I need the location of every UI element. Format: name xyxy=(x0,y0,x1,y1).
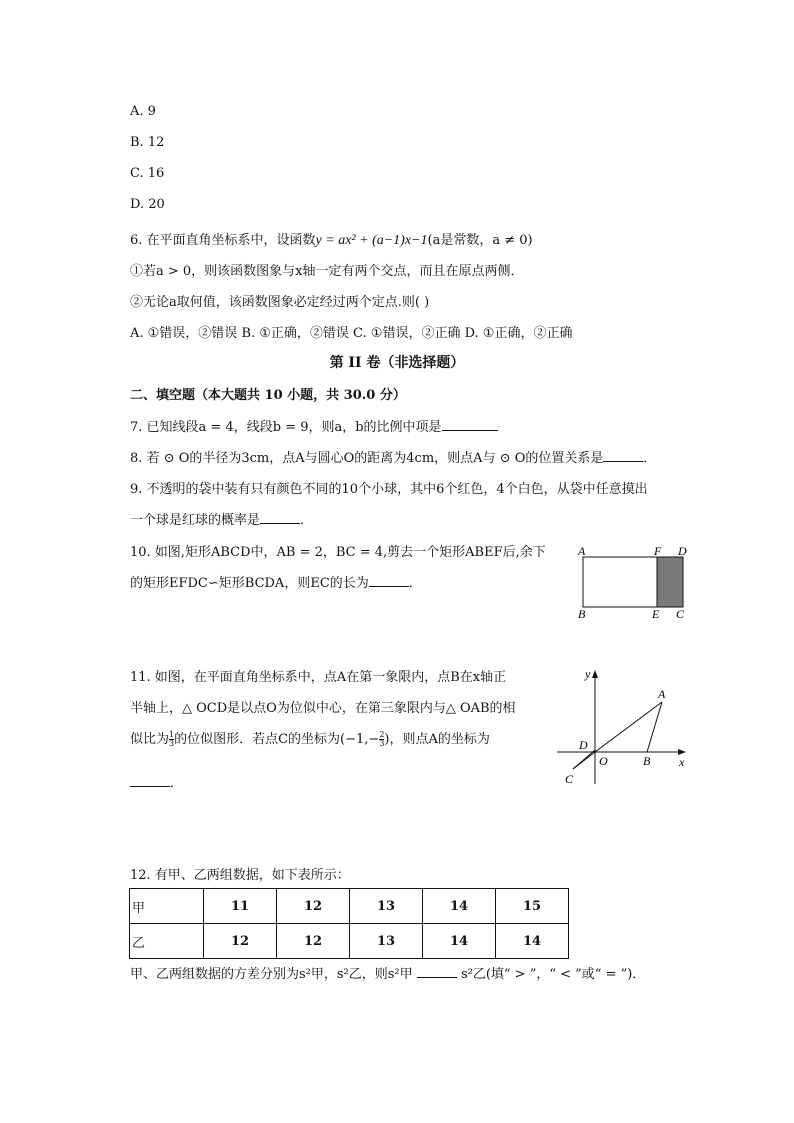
label-o: O xyxy=(599,754,608,768)
question-11-line-3 xyxy=(130,728,490,748)
question-6-statement-2: ②无论a取何值，该函数图象必定经过两个定点.则( ) xyxy=(130,295,430,310)
segment-oa xyxy=(595,702,662,752)
label-e: E xyxy=(652,607,660,621)
q10-answer-blank xyxy=(369,574,409,587)
label-b: B xyxy=(643,754,651,768)
data-table xyxy=(129,888,569,959)
q11-answer-blank xyxy=(130,774,170,787)
q11-text-a: 似比为 xyxy=(130,732,170,747)
segment-cd xyxy=(573,750,595,769)
question-6-options: A. ①错误，②错误 B. ①正确，②错误 C. ①错误，②正确 D. ①正确，②正确 xyxy=(130,326,573,341)
table-cell: 14 xyxy=(423,889,496,924)
question-6-stem xyxy=(130,229,533,249)
q6-stem-end: (a是常数，a ≠ 0) xyxy=(427,233,533,248)
option-d: D. 20 xyxy=(130,197,165,212)
q10-text: 的矩形EFDC∽矩形BCDA，则EC的长为 xyxy=(130,576,369,591)
option-c: C. 16 xyxy=(130,166,165,181)
table-cell: 11 xyxy=(204,889,277,924)
q9-text: 一个球是红球的概率是 xyxy=(130,513,261,528)
q8-period: ． xyxy=(643,451,657,466)
question-6-statement-1: ①若a > 0，则该函数图象与x轴一定有两个交点，而且在原点两侧． xyxy=(130,264,524,279)
question-9-line-2 xyxy=(130,509,313,528)
label-a: A xyxy=(658,687,666,701)
row-label-jia: 甲 xyxy=(130,889,204,924)
q7-text: 7. 已知线段a = 4，线段b = 9，则a，b的比例中项是 xyxy=(130,420,442,435)
q8-text: 8. 若 ⊙ O的半径为3cm，点A与圆心O的距离为4cm，则点A与 ⊙ O的位置关系是 xyxy=(130,451,604,466)
option-a: A. 9 xyxy=(130,104,156,119)
table-cell: 15 xyxy=(496,889,569,924)
q10-period: ． xyxy=(408,576,422,591)
q12-text-a: 甲、乙两组数据的方差分别为s²甲，s²乙，则s²甲 xyxy=(130,967,413,982)
label-b: B xyxy=(578,607,586,621)
q11-fraction-coord: $\frac{2}{3}$ xyxy=(379,730,385,748)
label-f: F xyxy=(654,544,662,558)
q7-answer-blank xyxy=(442,418,498,431)
q12-text-b: s²乙(填“ > ”，“ < ”或“ = ”)． xyxy=(460,967,646,982)
question-7 xyxy=(130,416,498,435)
table-cell: 13 xyxy=(350,889,423,924)
question-12-intro: 12. 有甲、乙两组数据，如下表所示： xyxy=(130,868,350,883)
table-row xyxy=(130,924,569,959)
label-d: D xyxy=(678,544,687,558)
label-a: A xyxy=(578,544,586,558)
table-cell: 14 xyxy=(423,924,496,959)
label-c: C xyxy=(676,607,685,621)
section2-heading: 二、填空题（本大题共 10 小题，共 30.0 分） xyxy=(130,388,406,403)
q11-fraction-ratio: $\frac{1}{3}$ xyxy=(169,730,175,748)
question-11-line-1: 11. 如图，在平面直角坐标系中，点A在第一象限内，点B在x轴正 xyxy=(130,670,507,685)
question-11-line-2: 半轴上，△ OCD是以点O为位似中心，在第三象限内与△ OAB的相 xyxy=(130,701,516,716)
q6-function: y = ax² + (a−1)x−1 xyxy=(315,233,428,248)
option-b: B. 12 xyxy=(130,135,165,150)
y-axis-arrow xyxy=(592,670,598,678)
table-cell: 12 xyxy=(204,924,277,959)
q8-answer-blank xyxy=(603,449,643,462)
part2-title: 第 II 卷（非选择题） xyxy=(329,355,465,371)
q9-period: ． xyxy=(300,513,314,528)
label-y: y xyxy=(585,667,591,681)
rectangle-figure xyxy=(570,540,700,625)
table-row xyxy=(130,889,569,924)
q9-answer-blank xyxy=(260,511,300,524)
table-cell: 12 xyxy=(277,924,350,959)
q11-text-c: )，则点A的坐标为 xyxy=(384,732,490,747)
q11-text-b: 的位似图形．若点C的坐标为(−1,− xyxy=(174,732,380,747)
question-10-line-1: 10. 如图,矩形ABCD中，AB = 2，BC = 4,剪去一个矩形ABEF后,余下 xyxy=(130,545,546,560)
question-8 xyxy=(130,447,656,466)
table-cell: 13 xyxy=(350,924,423,959)
coordinate-figure xyxy=(555,662,695,787)
q6-stem-start: 6. 在平面直角坐标系中，设函数 xyxy=(130,233,316,248)
question-9-line-1: 9. 不透明的袋中装有只有颜色不同的10个小球，其中6个红色，4个白色，从袋中任意摸出 xyxy=(130,482,648,497)
rectangle-efdc-shaded xyxy=(657,557,683,607)
table-cell: 12 xyxy=(277,889,350,924)
question-12-after xyxy=(130,963,645,982)
label-d: D xyxy=(579,738,588,752)
label-c: C xyxy=(565,772,574,786)
q12-answer-blank xyxy=(417,965,457,978)
q11-period: ． xyxy=(170,776,184,791)
table-cell: 14 xyxy=(496,924,569,959)
row-label-yi: 乙 xyxy=(130,924,204,959)
question-11-line-4 xyxy=(130,772,183,791)
segment-ab xyxy=(647,702,662,752)
label-x: x xyxy=(679,755,685,769)
question-10-line-2 xyxy=(130,572,422,591)
